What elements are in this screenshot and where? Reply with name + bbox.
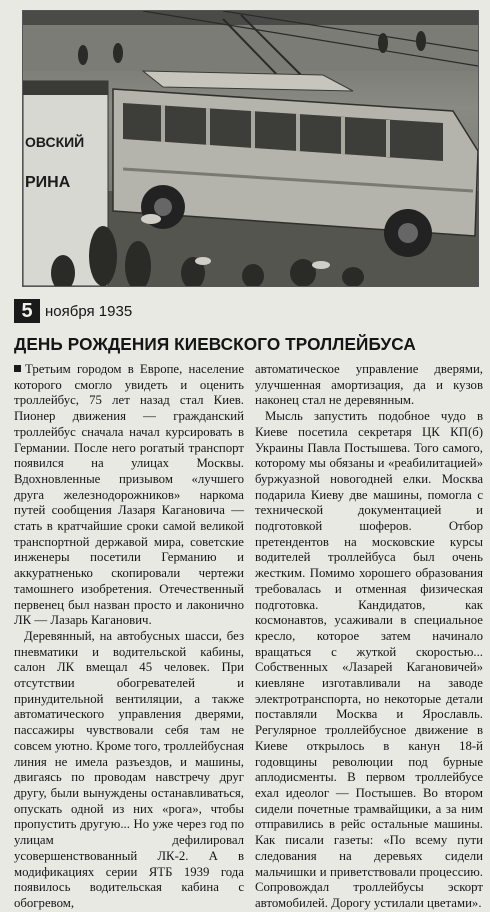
kiosk-sign-1: ОВСКИЙ [25,134,85,150]
article-headline: ДЕНЬ РОЖДЕНИЯ КИЕВСКОГО ТРОЛЛЕЙБУСА [14,334,416,354]
paragraph-marker-icon [14,365,21,372]
article-paragraph: Мысль запустить подобное чудо в Киеве посетила секретаря ЦК КП(б) Украины Павла Постышева. Того самого, которому мы обязаны и «реабилитацией» буржуазной новогодней елки. Москва подарила Киеву две машины, помогла с технической документацией и подготовкой шоферов. Отбор претендентов на московские курсы водителей троллейбуса был очень жестким. Помимо хорошего образования требовалась и отменная физическая подготовка. Кандидатов, как космонавтов, усаживали в специальное кресло, которое затем начинало вращаться с жуткой скоростью... Собственных «Лазарей Кагановичей» киевляне изготавливали на заводе электротранспорта, но некоторые детали поставляли Москва и Ярославль. Регулярное троллейбусное движение в Киеве открылось в канун 18-й годовщины революции под бурные аплодисменты. В первом троллейбусе ехал идеолог — Постышев. Во втором сидели почетные трамвайщики, а за ним отправились в рейс остальные машины. Как писали газеты: «По всему пути следования на деревьях сидели мальчишки и приветствовали процессию. Сопровождал троллейбусы эскорт автомобилей. Дорогу устилали цветами». [255,409,483,910]
kiosk-sign-2: РИНА [25,174,71,191]
article-column-left [14,362,244,912]
article-column-right [255,362,483,912]
historic-trolleybus-photo [22,10,479,287]
article-paragraph: Деревянный, на автобусных шасси, без пневматики и водительской кабины, салон ЛК вмещал 45 человек. При отсутствии обогревателей и принудительной вентиляции, а также автоматического управления дверями, пассажиры чувствовали себя там не совсем уютно. Кроме того, троллейбусная линия не имела разъездов, и машины, двигаясь по проводам навстречу друг другу, были вынуждены останавливаться, опускать одной из них «рога», чтобы пропустить другую... Но уже через год по улицам дефилировал усовершенствованный ЛК-2. А в модификациях серии ЯТБ 1939 года появилось водительская кабина с обогревом, [14,628,244,910]
trolleybus-illustration [23,11,478,286]
date-month-year: ноября 1935 [45,302,133,320]
article-paragraph: Третьим городом в Европе, население которого смогло увидеть и оценить троллейбус, 75 лет назад стал Киев. Пионер движения — гражданский троллейбус сначала начал курсировать в Германии. После него рогатый транспорт появился на улицах Москвы. Вдохновленные призывом «лучшего друга железнодорожников» наркома путей сообщения Лазаря Кагановича — стать в кратчайшие сроки самой великой транспортной державой мира, советские инженеры посетили Германию и аккуратненько скопировали чертежи тамошнего изобретения. Отечественный первенец был назван просто и лаконично ЛК — Лазарь Каганович. [14,362,244,628]
date-day: 5 [14,299,40,323]
article-paragraph: автоматическое управление дверями, улучшенная амортизация, да и кузов наконец стал не деревянным. [255,362,483,408]
date-line [14,298,132,324]
